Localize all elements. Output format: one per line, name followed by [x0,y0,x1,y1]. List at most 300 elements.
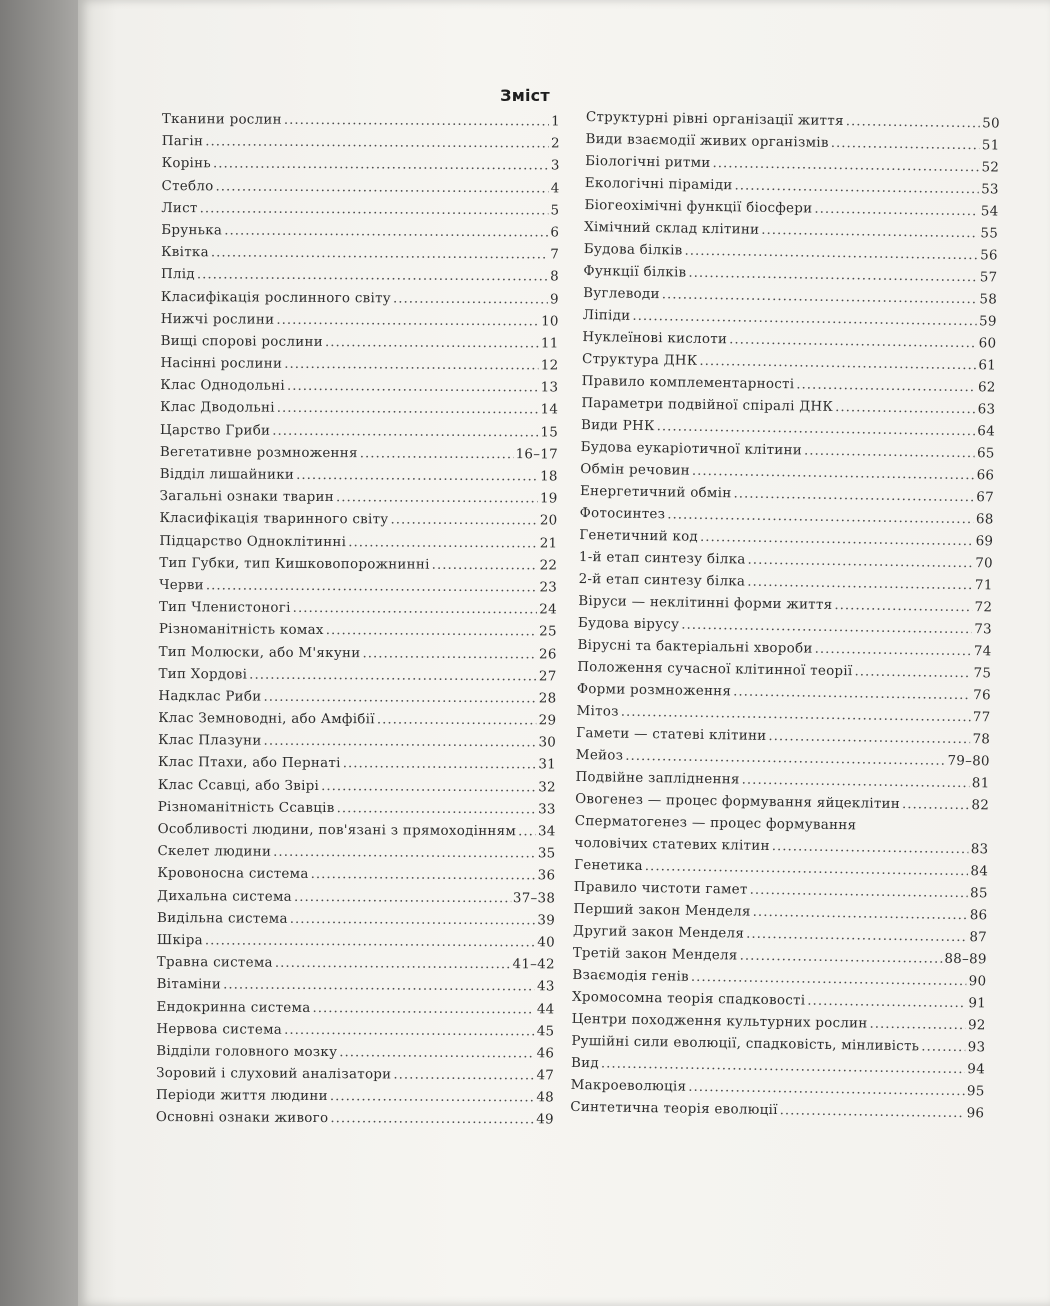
toc-entry-title: Клас Дводольні [160,400,275,417]
toc-entry-title: Лист [161,200,198,216]
book-spine [0,0,78,1306]
toc-entry-page: 66 [976,468,995,484]
toc-entry-title: Кровоносна система [157,866,309,883]
toc-entry-title: Генетичний код [579,527,699,545]
toc-entry [159,578,557,603]
toc-leader-dots [276,312,539,329]
toc-leader-dots [746,927,968,945]
toc-entry [158,822,556,847]
toc-entry [158,800,556,825]
toc-leader-dots [211,245,549,262]
toc-leader-dots [275,956,511,972]
toc-leader-dots [311,867,536,883]
toc-entry-title: Функції білків [583,263,687,281]
toc-entry-title: Квітка [161,245,209,261]
toc-entry-title: чоловічих статевих клітин [574,835,770,854]
toc-leader-dots [273,845,536,862]
toc-entry-page: 79–80 [947,753,990,770]
toc-entry-page: 70 [975,556,994,572]
toc-entry-page: 67 [976,490,995,506]
toc-entry-page: 7 [550,247,560,263]
toc-entry [159,600,557,625]
toc-entry-title: Тип Хордові [158,666,248,683]
toc-entry-title: Царство Гриби [160,422,271,439]
toc-entry-title: Різноманітність комах [158,622,324,639]
toc-leader-dots [734,178,979,197]
toc-leader-dots [213,157,549,174]
toc-entry [156,1110,554,1135]
toc-entry-title: Зоровий і слуховий аналізатори [156,1066,392,1083]
toc-entry-page: 73 [974,622,993,638]
toc-entry [161,312,559,337]
toc-entry-page: 93 [967,1040,986,1056]
toc-entry [159,534,557,559]
toc-leader-dots [293,601,538,617]
toc-entry-page: 21 [539,535,558,551]
toc-entry-page: 11 [540,336,559,352]
toc-entry-title: Різноманітність Ссавців [157,799,335,816]
toc-entry-page: 50 [982,116,1000,132]
toc-leader-dots [780,1103,965,1121]
toc-entry-page: 88–89 [944,951,987,968]
toc-leader-dots [761,223,978,241]
toc-entry [156,999,554,1024]
toc-entry-page: 52 [981,160,1000,176]
toc-leader-dots [277,401,539,418]
toc-entry [156,1088,554,1113]
toc-entry [158,755,556,780]
toc-leader-dots [287,379,539,396]
toc-entry-title: Параметри подвійної спіралі ДНК [581,395,834,415]
toc-entry-title: Подвійне запліднення [575,769,740,788]
toc-entry-page: 24 [539,602,558,618]
toc-leader-dots [814,202,979,220]
toc-entry-page: 48 [536,1090,555,1106]
toc-leader-dots [390,513,537,529]
toc-entry [161,201,559,226]
toc-leader-dots [326,623,537,639]
toc-entry [160,378,558,403]
toc-entry-title: Структура ДНК [581,351,698,369]
toc-entry-page: 92 [967,1018,986,1034]
toc-entry-page: 33 [538,802,556,818]
toc-entry-title: Клас Плазуни [158,733,262,749]
toc-entry-page: 61 [978,358,997,374]
toc-entry-title: Клас Однодольні [160,378,286,395]
toc-entry-page: 44 [536,1001,555,1017]
toc-entry-title: 1-й етап синтезу білка [578,549,746,568]
toc-leader-dots [807,994,966,1011]
toc-entry [162,156,560,181]
toc-leader-dots [733,684,971,703]
toc-entry-page: 43 [536,979,555,995]
toc-entry-title: Травна система [156,955,273,971]
toc-entry-page: 78 [972,732,991,748]
toc-leader-dots [325,335,539,351]
toc-leader-dots [348,535,538,551]
toc-leader-dots [834,598,972,615]
toc-leader-dots [294,889,511,905]
toc-entry-page: 8 [550,269,560,285]
toc-entry-title: Корінь [161,156,212,172]
toc-leader-dots [284,1022,535,1039]
toc-entry-page: 1 [551,114,560,130]
toc-entry [162,112,560,137]
toc-entry [161,223,559,248]
toc-leader-dots [684,244,978,264]
toc-entry-title: Взаємодія генів [572,967,690,985]
toc-entry-page: 32 [538,779,556,796]
toc-entry-page: 27 [538,669,557,685]
toc-leader-dots [223,978,535,995]
toc-leader-dots [921,1039,966,1055]
toc-entry-title: Вітаміни [156,977,222,993]
page-title: Зміст [500,86,550,105]
toc-entry-title: Мітоз [576,703,619,720]
toc-entry-title: Овогенез — процес формування яйцеклітин [575,791,901,813]
toc-entry-title: Тип Губки, тип Кишковопорожнинні [159,555,430,573]
toc-entry [158,733,556,758]
toc-leader-dots [200,201,549,218]
toc-entry-page: 13 [540,380,559,396]
toc-leader-dots [688,1080,965,1099]
toc-entry-page: 63 [977,402,996,418]
toc-leader-dots [835,400,976,417]
toc-entry-page: 15 [540,424,559,441]
toc-leader-dots [729,332,977,351]
toc-entry-title: Правило чистоти гамет [573,879,748,898]
toc-entry [159,511,557,536]
toc-entry-page: 47 [536,1068,555,1084]
toc-leader-dots [284,113,549,130]
toc-entry-title: Будова еукаріотичної клітини [580,439,803,459]
toc-entry-page: 31 [538,757,557,773]
toc-entry-title: Черви [159,577,204,594]
toc-entry-title: Відділи головного мозку [156,1043,338,1060]
toc-entry-title: Віруси — неклітинні форми життя [578,593,833,613]
toc-entry-title: Скелет людини [157,844,272,860]
toc-entry-page: 81 [971,776,990,792]
toc-leader-dots [681,618,972,638]
toc-entry-page: 57 [979,270,998,286]
toc-entry-title: Другий закон Менделя [572,923,745,942]
toc-entry-title: Класифікація рослинного світу [160,289,392,306]
toc-entry-page: 22 [539,558,558,574]
toc-leader-dots [393,1067,534,1083]
toc-leader-dots [313,1000,535,1016]
toc-entry-title: Екологічні піраміди [584,175,733,194]
toc-entry [157,889,555,914]
toc-leader-dots [197,268,548,285]
toc-entry-page: 83 [970,842,989,858]
toc-entry-title: Положення сучасної клітинної теорії [577,659,853,680]
toc-leader-dots [747,553,973,572]
toc-entry-page: 77 [972,710,991,726]
toc-entry [159,622,557,647]
toc-entry-title: Біологічні ритми [585,153,711,171]
toc-entry-page: 68 [975,512,994,528]
toc-leader-dots [831,136,980,153]
toc-entry-title: Хімічний склад клітини [584,219,760,238]
toc-entry-title: Будова білків [583,241,683,259]
toc-entry-title: Клас Птахи, або Пернаті [157,755,341,772]
toc-entry-page: 14 [540,402,559,418]
toc-leader-dots [330,1089,535,1105]
toc-leader-dots [733,486,974,505]
toc-entry-page: 75 [973,666,992,682]
toc-leader-dots [902,797,970,813]
toc-entry-page: 30 [538,735,557,751]
toc-leader-dots [290,912,536,929]
toc-entry [157,844,555,869]
toc-entry-page: 20 [539,513,558,529]
toc-entry [157,911,555,936]
toc-entry-page: 94 [967,1062,986,1078]
toc-leader-dots [377,712,537,728]
toc-entry-title: Правило комплементарності [581,373,795,393]
toc-entry-title: Основні ознаки живого [155,1110,329,1127]
toc-entry-page: 64 [977,424,996,440]
toc-entry-title: Рушійні сили еволюції, спадковість, мінливість [571,1033,920,1055]
toc-entry [159,644,557,669]
toc-entry-title: Сперматогенез — процес формування [574,813,857,834]
toc-leader-dots [205,134,549,151]
toc-entry [161,179,559,204]
toc-entry-title: Перший закон Менделя [573,901,751,920]
toc-leader-dots [750,883,969,901]
toc-leader-dots [264,734,537,751]
toc-entry-page: 39 [537,913,556,929]
toc-leader-dots [296,468,538,484]
toc-leader-dots [272,423,538,440]
toc-entry-page: 62 [977,380,996,396]
toc-entry-page: 85 [969,886,988,902]
toc-entry-page: 18 [540,469,558,485]
toc-entry-page: 28 [538,691,557,707]
toc-entry-page: 74 [973,644,992,660]
toc-leader-dots [846,114,981,131]
toc-leader-dots [249,667,537,684]
toc-leader-dots [330,1111,534,1127]
toc-leader-dots [432,557,538,573]
toc-leader-dots [742,773,970,792]
toc-entry [160,467,558,492]
toc-leader-dots [740,949,943,967]
toc-entry-page: 16–17 [515,446,558,463]
toc-entry-page: 82 [971,798,990,814]
toc-entry [157,977,555,1002]
toc-entry-title: Клас Ссавці, або Звірі [157,777,320,794]
toc-leader-dots [747,575,973,594]
toc-entry-title: Форми розмноження [576,681,732,700]
toc-leader-dots [796,377,976,395]
toc-entry-title: Вірусні та бактеріальні хвороби [577,637,813,657]
toc-entry-page: 54 [980,204,999,220]
toc-leader-dots [343,757,537,773]
toc-leader-dots [692,464,975,483]
toc-entry-page: 58 [979,292,998,308]
toc-entry-title: Видільна система [157,910,288,927]
toc-entry [161,289,559,314]
toc-entry-page: 96 [966,1106,985,1122]
toc-entry-title: Макроеволюція [570,1077,687,1095]
toc-leader-dots [804,443,975,461]
toc-entry [156,1044,554,1069]
toc-entry-title: Особливості людини, пов'язані з прямоходінням [157,821,517,840]
toc-entry-page: 95 [966,1084,985,1100]
toc-entry [160,489,558,514]
toc-entry-page: 84 [970,864,989,880]
toc-entry-title: Структурні рівні організації життя [585,110,844,130]
toc-entry [160,445,558,470]
toc-entry-page: 45 [536,1023,555,1040]
toc-entry [158,778,556,803]
toc-entry-title: Центри походження культурних рослин [571,1011,868,1032]
toc-leader-dots [753,905,968,923]
toc-leader-dots [224,223,548,240]
toc-entry-title: Мейоз [575,747,624,764]
toc-entry-title: Гамети — статеві клітини [576,725,767,744]
toc-entry-title: Будова вірусу [577,615,680,633]
toc-entry [157,955,555,980]
toc-entry-page: 91 [968,996,987,1012]
toc-entry-title: Обмін речовин [580,461,691,479]
toc-entry [158,689,556,714]
toc-entry [158,711,556,736]
toc-entry-page: 60 [978,336,997,352]
toc-entry-title: Насінні рослини [160,356,283,372]
toc-entry-page: 72 [974,600,993,616]
toc-entry [157,933,555,958]
toc-entry-title: Надклас Риби [158,688,262,705]
toc-leader-dots [337,801,537,817]
toc-entry [160,423,558,448]
toc-entry-page: 19 [539,491,558,507]
toc-entry-page: 10 [541,314,559,330]
toc-leader-dots [216,179,549,196]
toc-entry-page: 37–38 [512,890,556,906]
toc-entry-title: Вуглеводи [582,285,660,303]
toc-leader-dots [688,266,978,286]
toc-leader-dots [699,354,976,373]
toc-leader-dots [321,779,536,795]
toc-leader-dots [768,729,970,747]
toc-entry-title: Стебло [161,178,214,194]
toc-leader-dots [869,1017,966,1034]
toc-entry-title: Шкіра [156,932,203,949]
toc-entry-page: 65 [976,446,995,462]
toc-entry-title: Третій закон Менделя [572,945,738,964]
toc-leader-dots [360,446,514,462]
toc-leader-dots [393,291,548,307]
toc-entry-page: 69 [975,534,994,550]
toc-entry-title: Ендокринна система [156,999,311,1016]
toc-entry-title: Нервова система [156,1021,283,1038]
toc-entry-title: Відділ лишайники [159,466,295,483]
toc-entry-title: Вищі спорові рослини [160,333,324,350]
toc-entry [161,267,559,292]
toc-entry-title: Пагін [161,134,204,150]
toc-entry [156,1066,554,1091]
toc-entry-page: 76 [973,688,991,704]
toc-entry-title: Загальні ознаки тварин [159,489,335,506]
toc-entry-page: 5 [550,203,560,219]
toc-entry-title: Вид [570,1055,600,1072]
toc-entry-page: 87 [969,930,988,946]
toc-entry-page: 25 [539,624,557,640]
toc-entry-title: Види РНК [580,417,655,435]
toc-entry-title: Класифікація тваринного світу [159,511,389,528]
toc-entry-page: 55 [980,226,999,242]
toc-leader-dots [263,690,536,707]
toc-left-column [156,112,560,1135]
toc-entry-title: Ліпіди [582,307,631,324]
toc-leader-dots [772,839,969,857]
toc-entry-title: Клас Земноводні, або Амфібії [158,711,375,728]
toc-entry-page: 9 [549,291,559,307]
toc-entry-title: Фотосинтез [579,505,666,523]
toc-entry [162,134,560,159]
toc-leader-dots [691,970,967,989]
toc-entry-page: 53 [981,182,999,198]
toc-entry-title: Нуклеїнові кислоти [582,329,728,348]
toc-entry-title: Брунька [161,222,223,239]
toc-leader-dots [815,642,972,659]
toc-entry-title: Синтетична теорія еволюції [570,1099,778,1119]
toc-leader-dots [336,490,538,506]
toc-entry-title: Тканини рослин [161,112,282,128]
toc-entry [161,334,559,359]
toc-entry-page: 71 [974,578,993,594]
toc-entry-page: 29 [538,713,557,729]
toc-entry-page: 35 [537,846,556,862]
toc-right-column [570,110,1000,1128]
toc-entry-title: Генетика [574,857,643,874]
toc-entry-title: Періоди життя людини [155,1088,328,1105]
toc-entry [160,400,558,425]
toc-entry-page: 40 [537,935,555,951]
toc-entry-title: Дихальна система [157,888,293,905]
toc-entry-page: 36 [537,868,556,884]
toc-leader-dots [339,1045,534,1061]
toc-entry-title: Види взаємодії живих організмів [585,131,829,151]
toc-entry-page: 23 [539,580,558,596]
toc-entry-page: 4 [550,180,560,196]
toc-entry-page: 3 [550,158,560,174]
toc-entry-title: Біогеохімічні функції біосфери [584,197,813,217]
toc-entry-page: 46 [536,1046,555,1062]
toc-entry-title: Вегетативне розмноження [159,444,358,462]
toc-entry [161,245,559,270]
toc-leader-dots [712,156,979,175]
toc-leader-dots [205,933,535,950]
toc-entry [156,1022,554,1047]
toc-leader-dots [858,829,986,831]
toc-entry-page: 49 [536,1112,554,1128]
toc-leader-dots [206,578,538,595]
toc-entry-title: Плід [160,267,195,283]
toc-entry-title: Тип Членистоногі [158,600,291,616]
toc-leader-dots [854,664,971,681]
toc-entry-page: 2 [550,136,560,152]
toc-entry-page: 34 [537,824,556,840]
toc-entry [159,556,557,581]
toc-entry-title: Підцарство Одноклітинні [159,533,347,550]
toc-leader-dots [518,824,536,839]
toc-entry-page: 86 [969,908,988,924]
toc-entry-page: 90 [968,974,987,990]
toc-entry [157,866,555,891]
